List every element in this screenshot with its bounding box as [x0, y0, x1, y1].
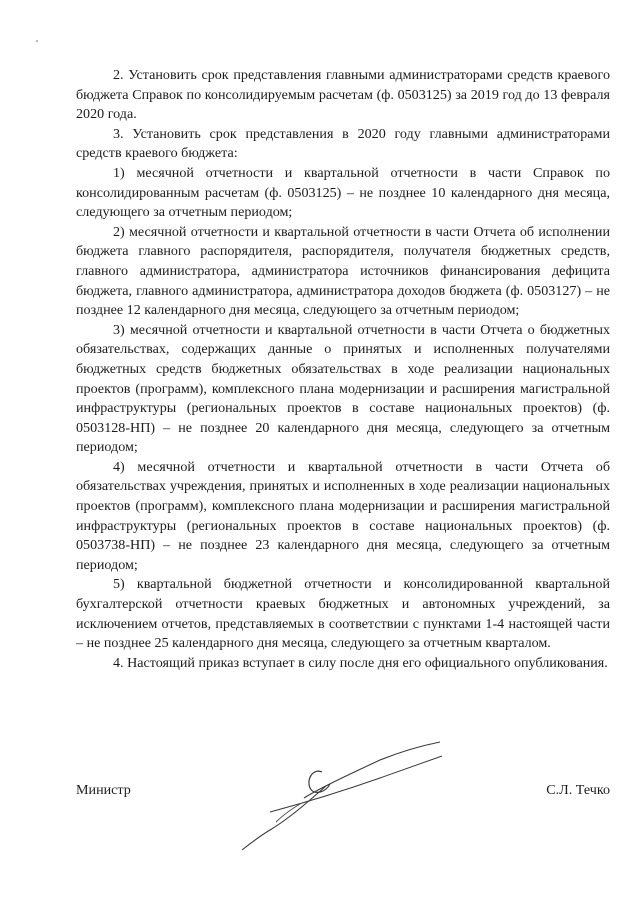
paragraph-item-2: 2. Установить срок представления главными администраторами средств краевого бюджета Справок по консолидируемым расчетам (ф. 0503125) за 2019 год до 13 февраля 2020 года. — [76, 67, 610, 123]
subparagraph-1: 1) месячной отчетности и квартальной отчетности в части Справок по консолидированным расчетам (ф. 0503125) – не позднее 10 календарного дня месяца, следующего за отчетным периодом; — [76, 164, 610, 221]
subparagraph-3: 3) месячной отчетности и квартальной отчетности в части Отчета о бюджетных обязательствах, содержащих данные о принятых и исполненных получателями бюджетных средств бюджетных обязательствах в ходе реализации национальных проектов (программ), комплексного плана модернизации и расширения магистральной инфраструктуры (региональных проектов в составе национальных проектов) (ф. 0503128-НП) – не позднее 20 календарного дня месяца, следующего за отчетным периодом; — [76, 321, 610, 456]
signer-position: Министр — [76, 782, 131, 798]
scan-dot — [36, 40, 38, 42]
paragraph-item-4: 4. Настоящий приказ вступает в силу после дня его официального опубликования. — [113, 654, 608, 671]
paragraph-item-3: 3. Установить срок представления в 2020 году главными администраторами средств краевого бюджета: — [76, 125, 610, 162]
document-body — [76, 66, 610, 673]
signature-row — [76, 781, 610, 803]
subparagraph-4: 4) месячной отчетности и квартальной отчетности в части Отчета об обязательствах учреждения, принятых и исполненных в ходе реализации национальных проектов (программ), комплексного плана модернизации и расширения магистральной инфраструктуры (региональных проектов в составе национальных проектов) (ф. 0503738-НП) – не позднее 23 календарного дня месяца, следующего за отчетным периодом; — [76, 458, 610, 573]
signer-name: С.Л. Течко — [546, 782, 610, 798]
subparagraph-5: 5) квартальной бюджетной отчетности и консолидированной квартальной бухгалтерской отчетности краевых бюджетных и автономных учреждений, за исключением отчетов, представляемых в соответствии с пунктами 1-4 настоящей части – не позднее 25 календарного дня месяца, следующего за отчетным кварталом. — [76, 576, 610, 652]
subparagraph-2: 2) месячной отчетности и квартальной отчетности в части Отчета об исполнении бюджета главного распорядителя, распорядителя, получателя бюджетных средств, главного администратора, администратора источников финансирования дефицита бюджета, главного администратора, администратора доходов бюджета (ф. 0503127) – не позднее 12 календарного дня месяца, следующего за отчетным периодом; — [76, 223, 610, 319]
